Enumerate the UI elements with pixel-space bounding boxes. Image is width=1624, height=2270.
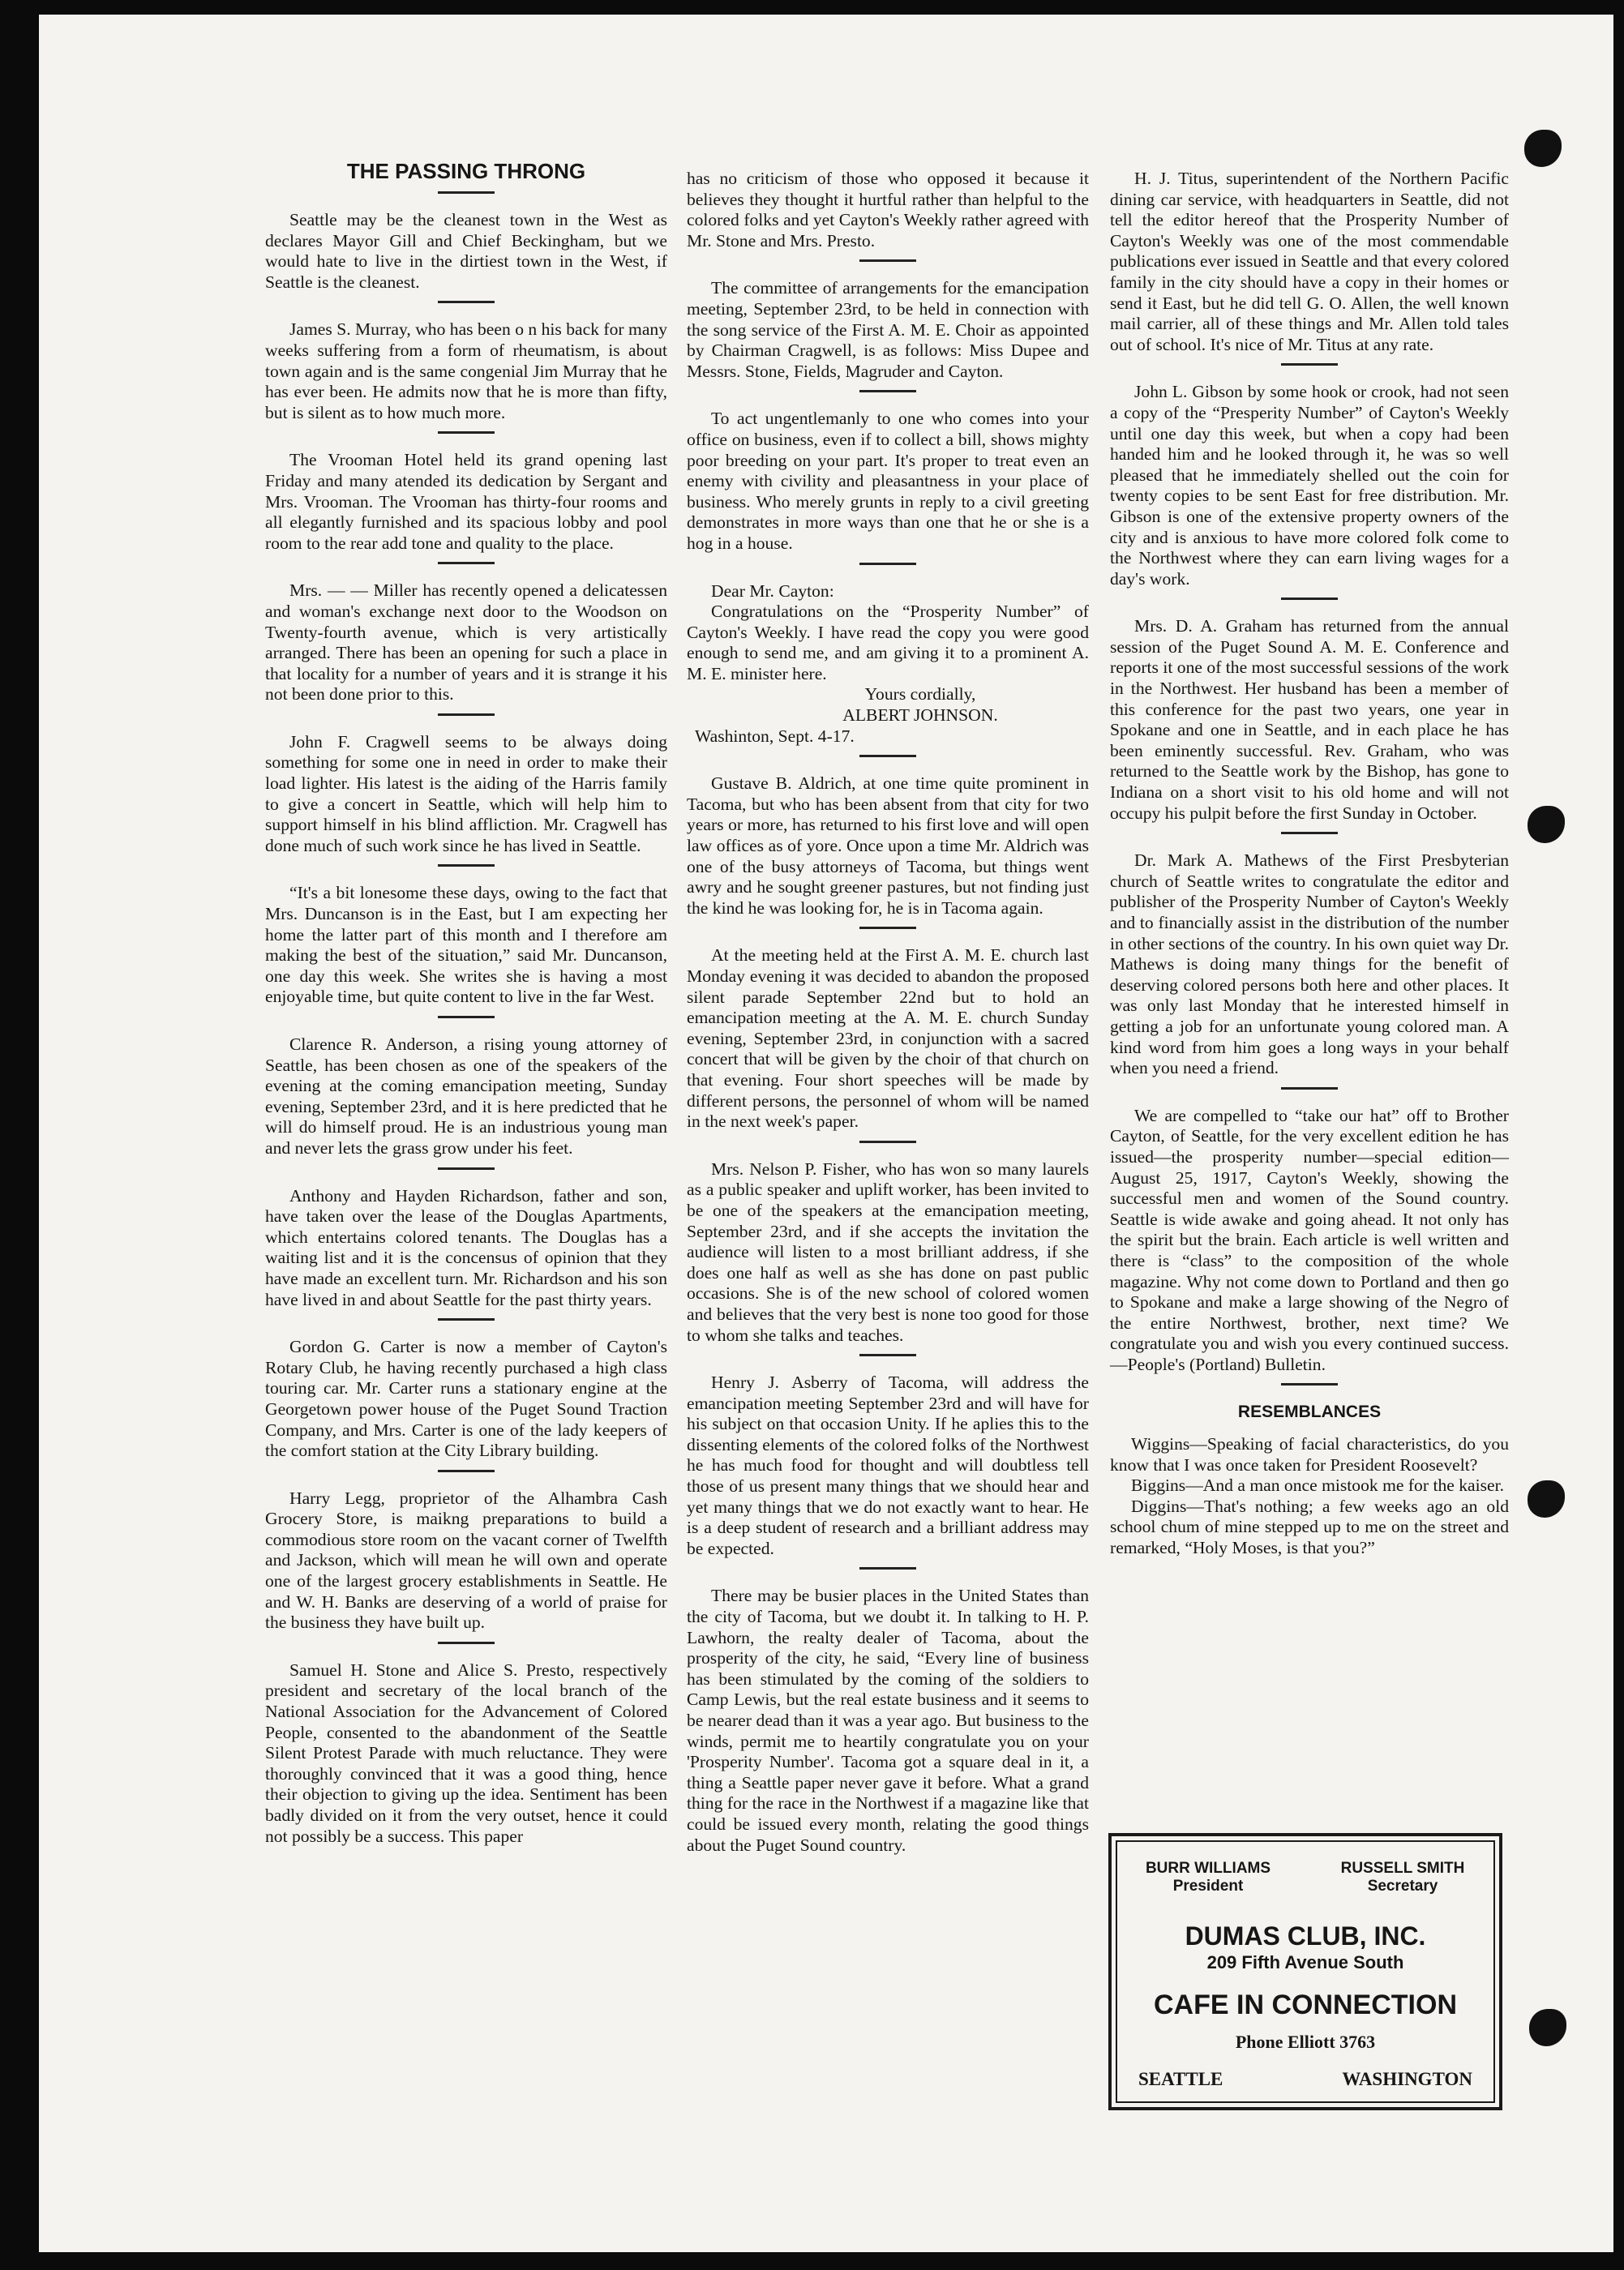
news-item: Dr. Mark A. Mathews of the First Presbyterian church of Seattle writes to congratulate the editor and publisher of the Prosperity Number of Cayton's Weekly and to financially assist in the distribution of the number in other sections of the country. In his own quiet way Dr. Mathews is doing many things for the benefit of deserving colored persons both here and other places. It was only last Monday that he interested himself in getting a job for an unfortunate young colored man. A kind word from him goes a long ways in your behalf when you need a friend. xyxy=(1110,850,1509,1078)
page-heading: THE PASSING THRONG xyxy=(346,159,586,183)
binder-hole xyxy=(1529,2009,1566,2046)
news-item: Anthony and Hayden Richardson, father and son, have taken over the lease of the Douglas Apartments, which entertains colored tenants. The Douglas has a waiting list and it is the concensus of opinion that they have made an excellent turn. Mr. Richardson and his son have lived in and about Seattle for the past thirty years. xyxy=(265,1185,667,1309)
president-block xyxy=(1127,1860,1289,1895)
news-item: “It's a bit lonesome these days, owing to the fact that Mrs. Duncanson is in the East, but I am expecting her home the latter part of this month and I therefore am making the best of the situation,” said Mr. Duncanson, one day this week. She writes she is having a most enjoyable time, but quite content to live in the far West. xyxy=(265,883,667,1007)
divider xyxy=(859,1567,916,1570)
news-item: There may be busier places in the United States than the city of Tacoma, but we doubt it. In talking to H. P. Lawhorn, the realty dealer of Tacoma, about the prosperity of the city, he said, “Every line of business has been stimulated by the coming of the soldiers to Camp Lewis, but the real estate business and it seems to be nearer dead than it was a year ago. But business to the winds, permit me to heartily congratulate you on your 'Prosperity Number'. Tacoma got a square deal in it, a thing a Seattle paper never gave it before. What a grand thing for the race in the Northwest if a magazine like that could be issued every month, relating the good things about the Puget Sound country. xyxy=(687,1586,1089,1855)
president-title: President xyxy=(1172,1878,1244,1895)
news-item: Mrs. D. A. Graham has returned from the annual session of the Puget Sound A. M. E. Conference and reports it one of the most successful sessions of the work in the Northwest. Her husband has been a member of this conference for the past two years, one year in Spokane and one in Seattle, and in each place he has been eminently successful. Rev. Graham, who was returned to the Seattle work by the Bishop, has gone to Indiana on a short visit to his old home and will not occupy his pulpit before the first Sunday in October. xyxy=(1110,616,1509,823)
divider xyxy=(859,1354,916,1356)
divider xyxy=(438,191,495,194)
column-3 xyxy=(1110,169,1509,1559)
state-label: WASHINGTON xyxy=(1342,2069,1472,2089)
letter-salutation: Dear Mr. Cayton: xyxy=(711,580,834,601)
city-label: SEATTLE xyxy=(1138,2069,1223,2089)
divider xyxy=(438,713,495,716)
news-item: Clarence R. Anderson, a rising young attorney of Seattle, has been chosen as one of the speakers of the evening at the coming emancipation meeting, Sunday evening, September 23rd, and it is here predicted that he will do himself proud. He is an industrious young man and never lets the grass grow under his feet. xyxy=(265,1034,667,1158)
news-item: Seattle may be the cleanest town in the West as declares Mayor Gill and Chief Beckingham, but we would hate to live in the dirtiest town in the West, if Seattle is the cleanest. xyxy=(265,210,667,292)
president-name: BURR WILLIAMS xyxy=(1145,1860,1271,1877)
news-item: Henry J. Asberry of Tacoma, will address the emancipation meeting September 23rd and will have for his subject on that occasion Unity. If he aplies this to the dissenting elements of the colored folks of the Northwest he has much food for thought and will doubtless tell those of us present many things that we should hear and yet many things that we do not exactly want to hear. He is a deep student of research and a brilliant address may be expected. xyxy=(687,1373,1089,1558)
divider xyxy=(859,1141,916,1143)
divider xyxy=(438,1167,495,1170)
dialog-line: Wiggins—Speaking of facial characteristics, do you know that I was once taken for President Roosevelt? xyxy=(1110,1434,1509,1475)
news-item: The Vrooman Hotel held its grand opening last Friday and many atended its dedication by Sergant and Mrs. Vrooman. The Vrooman has thirty-four rooms and all elegantly furnished and its spacious lobby and pool room to the rear add tone and quality to the place. xyxy=(265,450,667,553)
club-address: 209 Fifth Avenue South xyxy=(1206,1952,1404,1972)
news-item: John L. Gibson by some hook or crook, had not seen a copy of the “Presperity Number” of Cayton's Weekly until one day this week, but when a copy had been handed him and he looked through it, he was so well pleased that he immediately shelled out the coin for twenty copies to be sent East for free distribution. Mr. Gibson is one of the extensive property owners of the city and is anxious to have more colored folk come to the Northwest where they can earn living wages for a day's work. xyxy=(1110,382,1509,589)
column-1 xyxy=(265,159,667,1847)
column-2 xyxy=(687,169,1089,1856)
advertisement-frame xyxy=(1116,1840,1495,2103)
divider xyxy=(859,755,916,757)
news-item: Mrs. Nelson P. Fisher, who has won so many laurels as a public speaker and uplift worker, has been invited to be one of the speakers at the emancipation meeting, September 23rd, and if she accepts the invitation the audience will listen to a most brilliant address, if she does one half as well as she has done on past public occasions. She is of the new school of colored women and believes that the very best is none too good for those to whom she talks and teaches. xyxy=(687,1159,1089,1345)
divider xyxy=(438,1318,495,1321)
dialog-line: Biggins—And a man once mistook me for the kaiser. xyxy=(1131,1476,1504,1496)
divider xyxy=(438,431,495,434)
secretary-title: Secretary xyxy=(1367,1878,1438,1895)
phone-number: Phone Elliott 3763 xyxy=(1235,2032,1376,2052)
secretary-block xyxy=(1322,1860,1484,1895)
divider xyxy=(438,1642,495,1644)
divider xyxy=(438,1470,495,1472)
news-item-continued: has no criticism of those who opposed it because it believes they thought it hurtful rather than helpful to the colored folks and yet Cayton's Weekly rather agreed with Mr. Stone and Mrs. Presto. xyxy=(687,169,1089,251)
divider xyxy=(438,301,495,303)
letter-body: Congratulations on the “Prosperity Number” of Cayton's Weekly. I have read the copy you were good enough to send me, and am giving it to a prominent A. M. E. minister here. xyxy=(687,602,1089,683)
news-item: At the meeting held at the First A. M. E. church last Monday evening it was decided to abandon the proposed silent parade September 22nd but to hold an emancipation meeting at the A. M. E. church Sunday evening, September 23rd, in conjunction with a sacred concert that will be given by the choir of that church on that evening. Four short speeches will be made by different persons, the personnel of whom will be named in the next week's paper. xyxy=(687,945,1089,1132)
news-item: To act ungentlemanly to one who comes into your office on business, even if to collect a bill, shows mighty poor breeding on your part. It's proper to treat even an enemy with civility and pleasantness in your place of business. Who merely grunts in reply to a civil greeting demonstrates in more ways than one that he or she is a hog in a house. xyxy=(687,409,1089,553)
news-item: Mrs. — — Miller has recently opened a delicatessen and woman's exchange next door to the Woodson on Twenty-fourth avenue, which is very artistically arranged. There has been an opening for such a place in that locality for a number of years and it is strange it his not been done prior to this. xyxy=(265,580,667,705)
news-item: Samuel H. Stone and Alice S. Presto, respectively president and secretary of the local branch of the National Association for the Advancement of Colored People, consented to the abandonment of the Seattle Silent Protest Parade with much reluctance. They were thoroughly convinced that it was a good thing, hence their objection to giving up the idea. Sentiment has been badly divided on it from the very outset, hence it could not possibly be a success. This paper xyxy=(265,1660,667,1846)
divider xyxy=(859,563,916,565)
news-item: Gordon G. Carter is now a member of Cayton's Rotary Club, he having recently purchased a high class touring car. Mr. Carter runs a stationary engine at the Georgetown power house of the Puget Sound Traction Company, and Mrs. Carter is one of the lady keepers of the comfort station at the City Library building. xyxy=(265,1337,667,1461)
divider xyxy=(859,259,916,262)
divider xyxy=(1281,363,1338,366)
news-item: John F. Cragwell seems to be always doing something for some one in need in order to make their load lighter. His latest is the aiding of the Harris family to give a concert in Seattle, which will help him to support himself in his blind affliction. Mr. Cragwell has done much of such work since he has lived in Seattle. xyxy=(265,731,667,855)
dialog-line: Diggins—That's nothing; a few weeks ago an old school chum of mine stepped up to me on the street and remarked, “Holy Moses, is that you?” xyxy=(1110,1496,1509,1558)
divider xyxy=(438,864,495,867)
divider xyxy=(1281,1383,1338,1386)
divider xyxy=(859,927,916,929)
divider xyxy=(1281,832,1338,834)
newspaper-page xyxy=(39,15,1613,2252)
news-item: We are compelled to “take our hat” off to Brother Cayton, of Seattle, for the very excellent edition he has issued—the prosperity number—special edition—August 25, 1917, Cayton's Weekly, showing the successful men and women of the Sound country. Seattle is wide awake and going ahead. It not only has the spirit but the brain. Each article is well written and there is “class” to the composition of the whole magazine. Why not come down to Portland and then go to Spokane and make a large showing of the Negro of the entire Northwest, brother, next time? We congratulate you and wish you every continued success.—People's (Portland) Bulletin. xyxy=(1110,1105,1509,1374)
news-item: Harry Legg, proprietor of the Alhambra Cash Grocery Store, is maikng preparations to build a commodious store room on the vacant corner of Twelfth and Jackson, which will mean he will own and operate one of the largest grocery establishments in Seattle. He and W. H. Banks are deserving of a world of praise for the business they have built up. xyxy=(265,1488,667,1633)
news-item: H. J. Titus, superintendent of the Northern Pacific dining car service, with headquarters in Seattle, did not tell the editor hereof that the Prosperity Number of Cayton's Weekly was one of the most commendable publications ever issued in Seattle and that every colored family in the city should have a copy in their homes or send it East, but he did tell G. O. Allen, the well known mail carrier, all of these things and Mr. Allen told tales out of school. It's nice of Mr. Titus at any rate. xyxy=(1110,169,1509,354)
news-item: The committee of arrangements for the emancipation meeting, September 23rd, to be held in connection with the song service of the First A. M. E. Choir as appointed by Chairman Cragwell, is as follows: Miss Dupee and Messrs. Stone, Fields, Magruder and Cayton. xyxy=(687,278,1089,381)
letter-signature: ALBERT JOHNSON. xyxy=(842,705,998,726)
divider xyxy=(859,390,916,392)
binder-hole xyxy=(1528,1480,1565,1518)
news-item: James S. Murray, who has been o n his back for many weeks suffering from a form of rheumatism, is about town again and is the same congenial Jim Murray that he has ever been. He admits now that he is more than fifty, but is silent as to how much more. xyxy=(265,319,667,422)
club-name: DUMAS CLUB, INC. xyxy=(1185,1921,1426,1951)
binder-hole xyxy=(1524,130,1562,167)
letter-closing: Yours cordially, xyxy=(864,684,976,705)
binder-hole xyxy=(1528,806,1565,843)
divider xyxy=(438,1016,495,1018)
joke-dialog xyxy=(1110,1434,1509,1559)
secretary-name: RUSSELL SMITH xyxy=(1340,1860,1465,1877)
letter xyxy=(687,581,1089,747)
divider xyxy=(1281,597,1338,600)
divider xyxy=(1281,1087,1338,1090)
divider xyxy=(438,562,495,564)
letter-dateline: Washinton, Sept. 4-17. xyxy=(695,726,855,746)
club-advertisement xyxy=(1108,1833,1502,2110)
cafe-banner: CAFE IN CONNECTION xyxy=(1154,1989,1457,2020)
section-subheading: RESEMBLANCES xyxy=(1237,1403,1382,1422)
news-item: Gustave B. Aldrich, at one time quite prominent in Tacoma, but who has been absent from that city for two years or more, has returned to his first love and will open law offices as of yore. Once upon a time Mr. Aldrich was one of the busy attorneys of Tacoma, but things went awry and he sought greener pastures, but not finding just the kind he was looking for, he is in Tacoma again. xyxy=(687,773,1089,918)
